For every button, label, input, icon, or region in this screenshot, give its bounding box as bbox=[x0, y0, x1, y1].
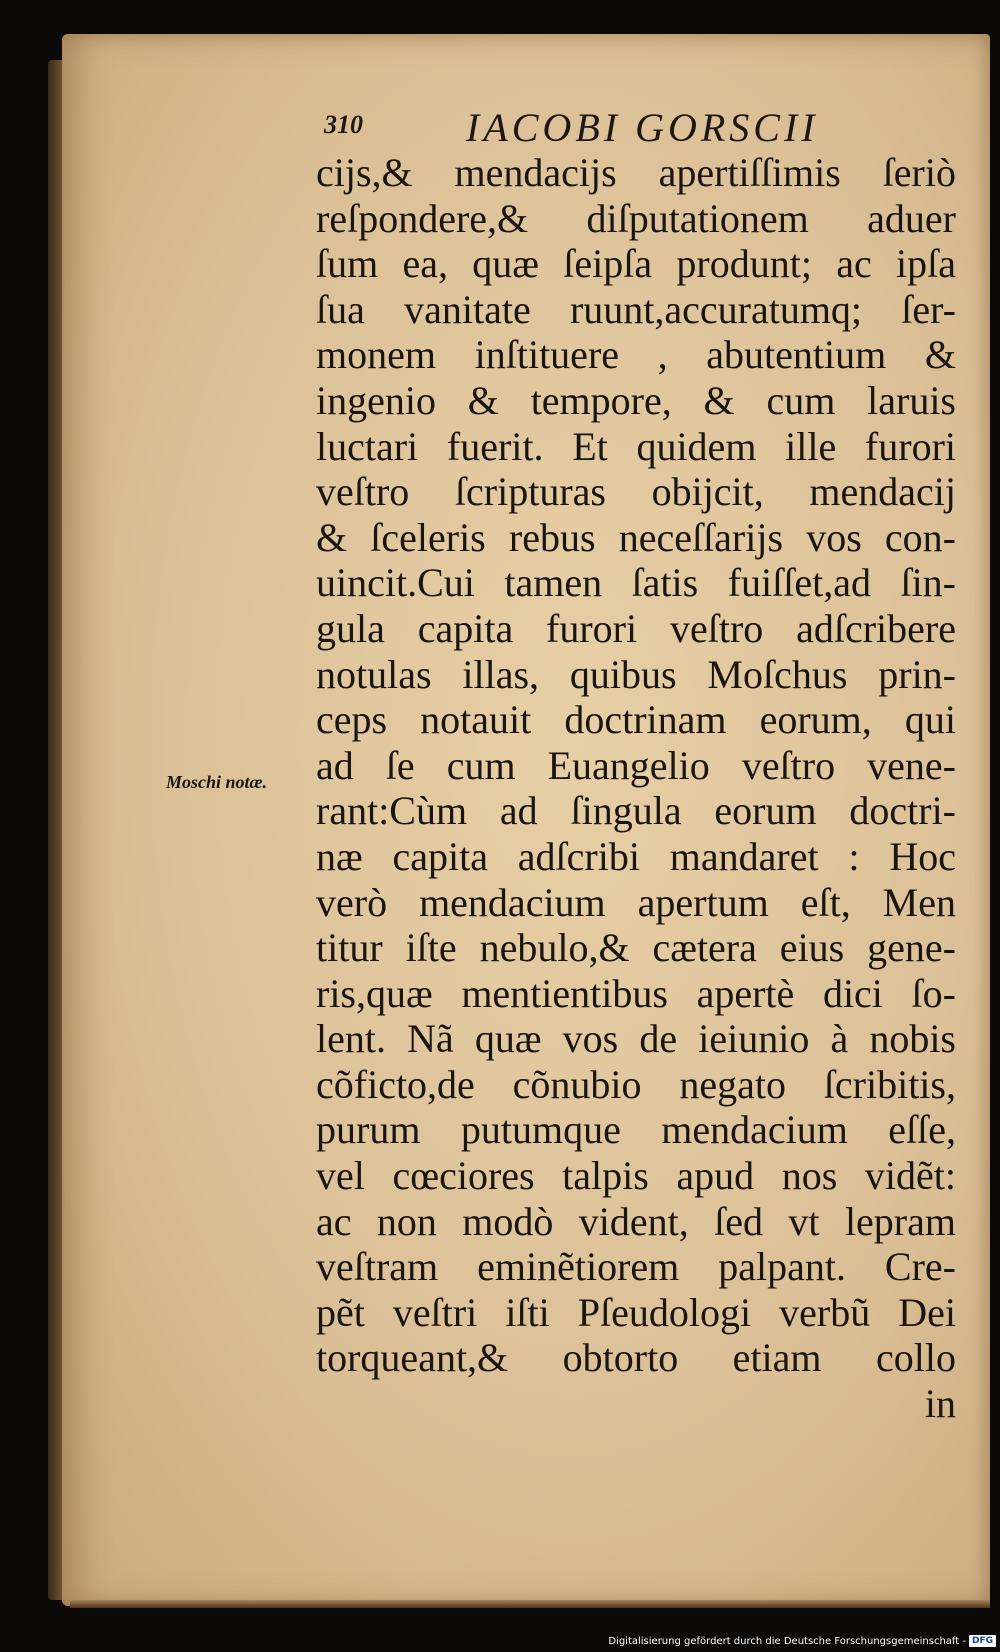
text-line: rant:Cùm ad ſingula eorum doctri- bbox=[316, 788, 956, 834]
running-title: IACOBI GORSCII bbox=[466, 105, 819, 150]
body-text bbox=[316, 150, 956, 1427]
text-line: uincit.Cui tamen ſatis fuiſſet,ad ſin- bbox=[316, 560, 956, 606]
text-line: monem inſtituere , abutentium & bbox=[316, 332, 956, 378]
text-line: ris,quæ mentientibus apertè dici ſo- bbox=[316, 970, 956, 1016]
text-line: reſpondere,& diſputationem aduer bbox=[316, 195, 956, 241]
catchword: in bbox=[924, 1381, 956, 1427]
dfg-logo-icon: DFG bbox=[969, 1635, 996, 1647]
digitization-credit bbox=[608, 1634, 996, 1648]
text-line: næ capita adſcribi mandaret : Hoc bbox=[316, 833, 956, 879]
text-line: torqueant,& obtorto etiam collo bbox=[316, 1335, 956, 1381]
text-line: purum putumque mendacium eſſe, bbox=[316, 1107, 956, 1153]
text-line: ſum ea, quæ ſeipſa produnt; ac ipſa bbox=[316, 241, 956, 287]
page-number: 310 bbox=[324, 110, 363, 139]
text-line: veſtro ſcripturas obijcit, mendacij bbox=[316, 469, 956, 515]
text-line: & ſceleris rebus neceſſarijs vos con- bbox=[316, 514, 956, 560]
text-line: ac non modò vident, ſed vt lepram bbox=[316, 1198, 956, 1244]
book-edge-bottom bbox=[70, 1600, 990, 1608]
marginal-note: Moschi notæ. bbox=[166, 772, 268, 792]
credit-text: Digitalisierung gefördert durch die Deutsche Forschungsgemeinschaft - bbox=[608, 1635, 966, 1647]
text-line: luctari fuerit. Et quidem ille furori bbox=[316, 423, 956, 469]
text-line: ceps notauit doctrinam eorum, qui bbox=[316, 697, 956, 743]
text-line: vel cœciores talpis apud nos vidẽt: bbox=[316, 1153, 956, 1199]
text-line: ad ſe cum Euangelio veſtro vene- bbox=[316, 742, 956, 788]
text-line: ſua vanitate ruunt,accuratumq; ſer- bbox=[316, 286, 956, 332]
text-line: notulas illas, quibus Moſchus prin- bbox=[316, 651, 956, 697]
text-line: ingenio & tempore, & cum laruis bbox=[316, 377, 956, 423]
text-line: titur iſte nebulo,& cætera eius gene- bbox=[316, 925, 956, 971]
text-line: cijs,& mendacijs apertiſſimis ſeriò bbox=[316, 150, 956, 195]
text-line: pẽt veſtri iſti Pſeudologi verbũ Dei bbox=[316, 1289, 956, 1335]
text-line: cõficto,de cõnubio negato ſcribitis, bbox=[316, 1061, 956, 1107]
text-line: veſtram eminẽtiorem palpant. Cre- bbox=[316, 1244, 956, 1290]
text-line: verò mendacium apertum eſt, Men bbox=[316, 879, 956, 925]
text-line: lent. Nã quæ vos de ieiunio à nobis bbox=[316, 1016, 956, 1062]
text-line: gula capita furori veſtro adſcribere bbox=[316, 605, 956, 651]
